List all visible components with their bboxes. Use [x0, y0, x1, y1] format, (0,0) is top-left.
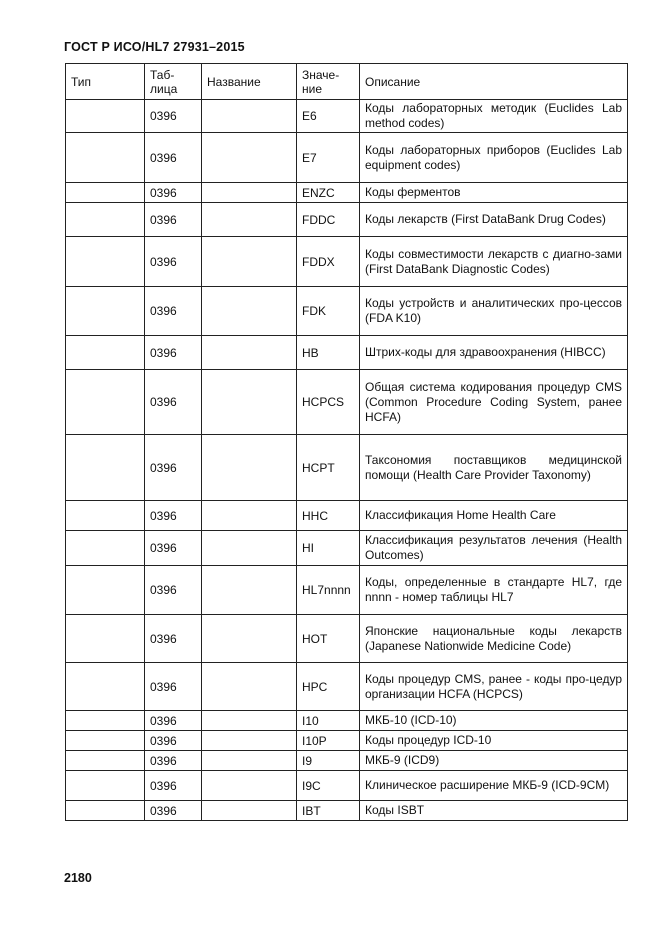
cell-value: ENZC	[297, 183, 360, 203]
cell-type	[66, 566, 145, 615]
cell-description: Таксономия поставщиков медицинской помощи (Health Care Provider Taxonomy)	[360, 435, 628, 501]
cell-value: HCPCS	[297, 370, 360, 435]
cell-value: HCPT	[297, 435, 360, 501]
cell-value: HB	[297, 336, 360, 370]
cell-type	[66, 435, 145, 501]
cell-description: Клиническое расширение МКБ-9 (ICD-9CM)	[360, 771, 628, 801]
cell-description: Коды лабораторных методик (Euclides Lab method codes)	[360, 100, 628, 133]
cell-type	[66, 771, 145, 801]
cell-table: 0396	[145, 435, 202, 501]
cell-description: Классификация результатов лечения (Health Outcomes)	[360, 531, 628, 566]
cell-name	[202, 287, 297, 336]
cell-description: Коды совместимости лекарств с диагно-зами (First DataBank Diagnostic Codes)	[360, 237, 628, 287]
cell-table: 0396	[145, 531, 202, 566]
cell-name	[202, 531, 297, 566]
cell-type	[66, 183, 145, 203]
cell-description: Общая система кодирования процедур CMS (Common Procedure Coding System, ранее HCFA)	[360, 370, 628, 435]
table-row	[66, 566, 628, 615]
cell-value: HHC	[297, 501, 360, 531]
cell-table: 0396	[145, 183, 202, 203]
cell-description: Коды, определенные в стандарте HL7, где nnnn - номер таблицы HL7	[360, 566, 628, 615]
cell-name	[202, 751, 297, 771]
cell-type	[66, 731, 145, 751]
table-row	[66, 100, 628, 133]
cell-description: Коды ISBT	[360, 801, 628, 821]
cell-type	[66, 531, 145, 566]
cell-table: 0396	[145, 731, 202, 751]
cell-name	[202, 566, 297, 615]
table-row	[66, 183, 628, 203]
cell-value: I10	[297, 711, 360, 731]
cell-value: FDK	[297, 287, 360, 336]
document-header: ГОСТ Р ИСО/HL7 27931–2015	[64, 40, 245, 54]
cell-value: HL7nnnn	[297, 566, 360, 615]
cell-name	[202, 100, 297, 133]
cell-type	[66, 100, 145, 133]
cell-name	[202, 237, 297, 287]
cell-type	[66, 287, 145, 336]
cell-table: 0396	[145, 336, 202, 370]
cell-type	[66, 501, 145, 531]
table-row	[66, 133, 628, 183]
cell-description: Коды лекарств (First DataBank Drug Codes)	[360, 203, 628, 237]
cell-table: 0396	[145, 370, 202, 435]
cell-description: Японские национальные коды лекарств (Japanese Nationwide Medicine Code)	[360, 615, 628, 663]
cell-value: I9	[297, 751, 360, 771]
cell-value: IBT	[297, 801, 360, 821]
column-header-type: Тип	[66, 64, 145, 100]
cell-type	[66, 615, 145, 663]
column-header-value: Значе- ние	[297, 64, 360, 100]
cell-table: 0396	[145, 711, 202, 731]
cell-name	[202, 336, 297, 370]
cell-description: Классификация Home Health Care	[360, 501, 628, 531]
code-systems-table	[65, 63, 628, 821]
cell-name	[202, 711, 297, 731]
table-header-row	[66, 64, 628, 100]
cell-value: FDDX	[297, 237, 360, 287]
cell-table: 0396	[145, 501, 202, 531]
cell-name	[202, 771, 297, 801]
cell-table: 0396	[145, 771, 202, 801]
cell-value: FDDC	[297, 203, 360, 237]
cell-value: E7	[297, 133, 360, 183]
cell-value: HI	[297, 531, 360, 566]
cell-name	[202, 663, 297, 711]
table-row	[66, 531, 628, 566]
cell-type	[66, 801, 145, 821]
cell-type	[66, 203, 145, 237]
cell-description: Штрих-коды для здравоохранения (HIBCC)	[360, 336, 628, 370]
cell-type	[66, 336, 145, 370]
cell-description: Коды процедур CMS, ранее - коды про-цедур организации HCFA (HCPCS)	[360, 663, 628, 711]
table-row	[66, 370, 628, 435]
table-row	[66, 801, 628, 821]
table-body	[66, 100, 628, 821]
cell-value: I9C	[297, 771, 360, 801]
cell-description: Коды процедур ICD-10	[360, 731, 628, 751]
cell-name	[202, 435, 297, 501]
table-row	[66, 435, 628, 501]
cell-description: МКБ-10 (ICD-10)	[360, 711, 628, 731]
cell-name	[202, 801, 297, 821]
column-header-name: Название	[202, 64, 297, 100]
cell-description: Коды ферментов	[360, 183, 628, 203]
table-row	[66, 501, 628, 531]
table-row	[66, 203, 628, 237]
column-header-table: Таб- лица	[145, 64, 202, 100]
cell-description: Коды лабораторных приборов (Euclides Lab equipment codes)	[360, 133, 628, 183]
column-header-description: Описание	[360, 64, 628, 100]
table-row	[66, 711, 628, 731]
cell-value: HPC	[297, 663, 360, 711]
table-row	[66, 771, 628, 801]
page-number: 2180	[64, 871, 92, 885]
table-row	[66, 336, 628, 370]
cell-type	[66, 237, 145, 287]
cell-type	[66, 663, 145, 711]
cell-description: Коды устройств и аналитических про-цессов (FDA K10)	[360, 287, 628, 336]
table-row	[66, 615, 628, 663]
cell-table: 0396	[145, 615, 202, 663]
cell-name	[202, 501, 297, 531]
table-row	[66, 237, 628, 287]
cell-table: 0396	[145, 663, 202, 711]
cell-table: 0396	[145, 203, 202, 237]
cell-name	[202, 615, 297, 663]
cell-name	[202, 203, 297, 237]
table-row	[66, 731, 628, 751]
cell-table: 0396	[145, 801, 202, 821]
cell-table: 0396	[145, 237, 202, 287]
cell-type	[66, 370, 145, 435]
cell-type	[66, 711, 145, 731]
cell-table: 0396	[145, 287, 202, 336]
cell-type	[66, 751, 145, 771]
table-row	[66, 287, 628, 336]
cell-table: 0396	[145, 100, 202, 133]
cell-description: МКБ-9 (ICD9)	[360, 751, 628, 771]
cell-name	[202, 133, 297, 183]
table-row	[66, 663, 628, 711]
cell-table: 0396	[145, 566, 202, 615]
cell-table: 0396	[145, 751, 202, 771]
cell-value: E6	[297, 100, 360, 133]
cell-name	[202, 731, 297, 751]
cell-value: I10P	[297, 731, 360, 751]
cell-name	[202, 370, 297, 435]
table-row	[66, 751, 628, 771]
cell-name	[202, 183, 297, 203]
cell-value: HOT	[297, 615, 360, 663]
cell-table: 0396	[145, 133, 202, 183]
cell-type	[66, 133, 145, 183]
